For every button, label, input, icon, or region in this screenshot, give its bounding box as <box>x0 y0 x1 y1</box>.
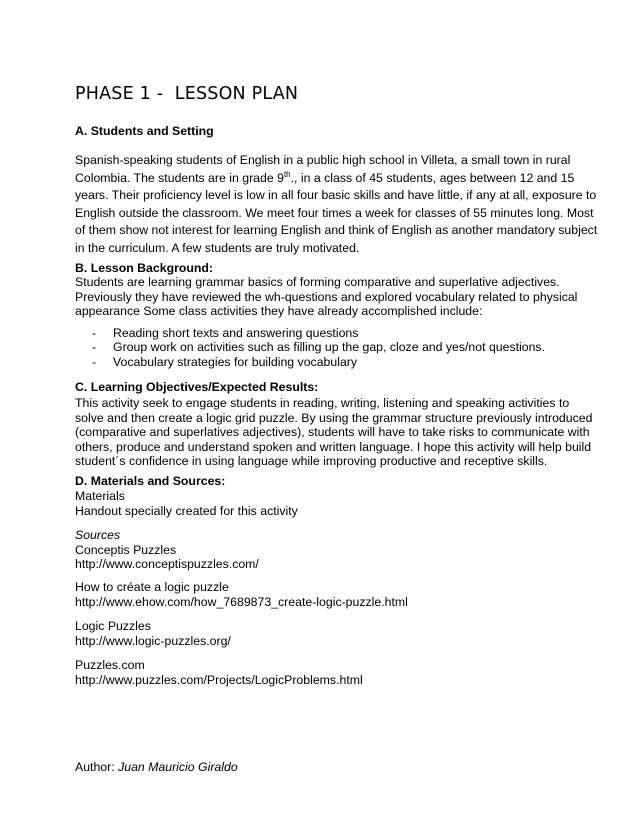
list-item: - Reading short texts and answering questions <box>92 326 359 340</box>
section-c-paragraph <box>75 396 593 469</box>
paragraph-line: of them show not interest for learning English and think of English as another mandatory subject <box>75 223 598 238</box>
paragraph-line: (comparative and superlatives adjectives), students will have to take risks to communicate with <box>75 425 590 440</box>
materials-block <box>75 489 298 518</box>
paragraph-line: others, produce and understand spoken and written language. I hope this activity will help build <box>75 439 592 454</box>
bullet-marker: - <box>92 340 97 355</box>
source-link[interactable]: http://www.logic-puzzles.org/ <box>75 633 231 648</box>
section-c-heading: C. Learning Objectives/Expected Results: <box>75 380 319 394</box>
bullet-marker: - <box>92 326 97 340</box>
section-a-heading: A. Students and Setting <box>75 124 214 138</box>
materials-item: Handout specially created for this activity <box>75 503 298 518</box>
source-name: Puzzles.com <box>75 658 145 672</box>
sources-label: Sources <box>75 528 121 542</box>
paragraph-line: Students are learning grammar basics of forming comparative and superlative adjectives. <box>75 275 560 289</box>
paragraph-line: solve and then create a logic grid puzzle. By using the grammar structure previously introduced <box>75 410 593 425</box>
section-b-heading: B. Lesson Background: <box>75 261 214 275</box>
paragraph-line: English outside the classroom. We meet four times a week for classes of 55 minutes long. Most <box>75 205 594 220</box>
page-title: PHASE 1 - LESSON PLAN <box>75 84 299 104</box>
activities-list <box>75 326 575 369</box>
source-link[interactable]: http://www.puzzles.com/Projects/LogicProblems.html <box>75 672 363 687</box>
sources-block <box>75 528 259 572</box>
author-label: Author: <box>75 760 119 774</box>
author-name: Juan Mauricio Giraldo <box>118 760 238 774</box>
paragraph-line: This activity seek to engage students in reading, writing, listening and speaking activities to <box>75 396 570 410</box>
materials-label: Materials <box>75 489 125 503</box>
source-entry <box>75 580 408 609</box>
source-name: How to créate a logic puzzle <box>75 580 229 594</box>
source-link[interactable]: http://www.ehow.com/how_7689873_create-logic-puzzle.html <box>75 594 408 609</box>
source-entry <box>75 658 363 687</box>
paragraph-line: in the curriculum. A few students are truly motivated. <box>75 240 360 255</box>
paragraph-line: student´s confidence in using language while improving productive and receptive skills. <box>75 454 548 469</box>
source-link[interactable]: http://www.conceptispuzzles.com/ <box>75 557 259 572</box>
list-item: - Group work on activities such as filling up the gap, cloze and yes/not questions. <box>92 340 546 355</box>
section-b-paragraph <box>75 275 578 319</box>
paragraph-line: appearance Some class activities they have already accomplished include: <box>75 304 483 319</box>
paragraph-line: Colombia. The students are in grade 9th., in a class of 45 students, ages between 12 and 15 <box>75 169 575 185</box>
source-entry <box>75 619 231 648</box>
paragraph-line: Previously they have reviewed the wh-questions and explored vocabulary related to physical <box>75 289 578 304</box>
section-d-heading: D. Materials and Sources: <box>75 474 226 488</box>
paragraph-line: years. Their proficiency level is low in all four basic skills and have little, if any at all, exposure to <box>75 188 597 203</box>
source-name: Logic Puzzles <box>75 619 151 633</box>
list-item: - Vocabulary strategies for building vocabulary <box>92 354 358 369</box>
section-a-paragraph <box>75 152 598 258</box>
author-line <box>75 760 238 774</box>
bullet-marker: - <box>92 354 97 369</box>
source-name: Conceptis Puzzles <box>75 542 177 557</box>
paragraph-line: Spanish-speaking students of English in a public high school in Villeta, a small town in rural <box>75 153 571 167</box>
